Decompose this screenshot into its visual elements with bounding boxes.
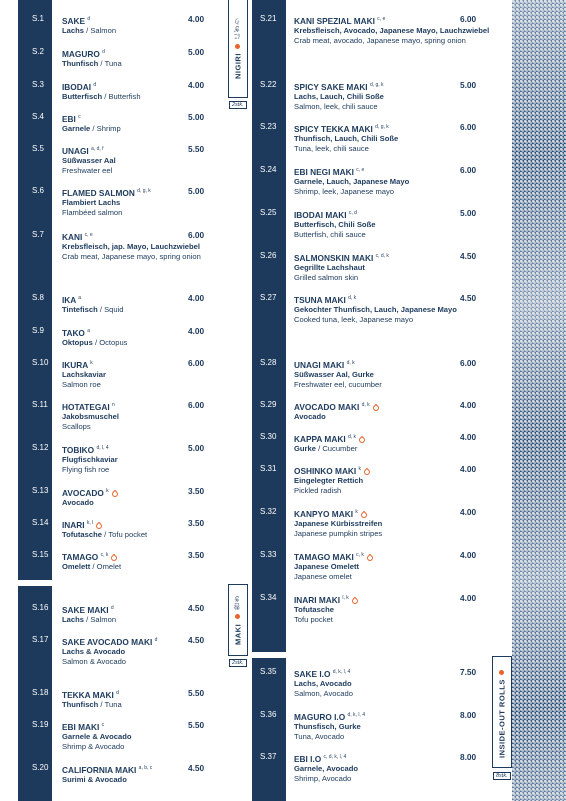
- item-price: 3.50: [188, 486, 205, 496]
- allergen-codes: d, l, 4: [96, 445, 109, 451]
- item-price: 6.00: [460, 165, 477, 175]
- german-description: Thunsfisch, Gurke: [294, 722, 361, 732]
- english-description: Salmon: [90, 615, 117, 625]
- item-name-text: EBI I.O: [294, 753, 322, 764]
- item-number: S.4: [32, 112, 45, 121]
- item-name-text: KANI: [62, 231, 83, 242]
- allergen-codes: c, e: [356, 167, 365, 173]
- german-description: Tofutasche: [62, 530, 102, 540]
- german-description: Flugfischkaviar: [62, 455, 118, 465]
- item-name-text: TAMAGO: [62, 551, 99, 562]
- item-name-text: SAKE I.O: [294, 668, 331, 679]
- english-description: Tuna, Avocado: [294, 732, 345, 742]
- item-price: 5.00: [188, 47, 205, 57]
- english-description: Salmon roe: [62, 380, 101, 390]
- item-description: Tintefisch / Squid: [62, 305, 124, 315]
- allergen-codes: k: [90, 360, 93, 366]
- allergen-codes: d: [154, 637, 158, 643]
- item-number: S.16: [32, 603, 49, 612]
- item-price: 8.00: [460, 710, 477, 720]
- item-number: S.34: [260, 593, 277, 602]
- item-name-text: SPICY SAKE MAKI: [294, 81, 368, 92]
- item-price: 6.00: [188, 400, 205, 410]
- item-number: S.37: [260, 752, 277, 761]
- allergen-codes: k: [355, 509, 358, 515]
- item-description: Lachs / Salmon: [62, 26, 117, 36]
- menu-item: [32, 47, 212, 69]
- item-price: 5.00: [188, 112, 205, 122]
- item-name-text: INARI MAKI: [294, 594, 341, 605]
- item-price: 8.00: [460, 752, 477, 762]
- item-number: S.3: [32, 80, 45, 89]
- item-name-text: IKURA: [62, 359, 88, 370]
- allergen-codes: d, k: [346, 360, 355, 366]
- item-price: 4.00: [460, 593, 477, 603]
- item-price: 6.00: [460, 122, 477, 132]
- item-number: S.28: [260, 358, 277, 367]
- allergen-codes: c, k: [100, 552, 109, 558]
- item-name-text: IBODAI MAKI: [294, 209, 347, 220]
- item-name-text: KANPYO MAKI: [294, 508, 354, 519]
- item-name-text: UNAGI: [62, 145, 89, 156]
- item-name-text: INARI: [62, 519, 85, 530]
- item-price: 6.00: [460, 14, 477, 24]
- german-description: Japanese Omelett: [294, 562, 359, 572]
- english-description: Tuna, leek, chili sauce: [294, 144, 369, 154]
- item-price: 5.00: [188, 443, 205, 453]
- item-number: S.10: [32, 358, 49, 367]
- allergen-codes: d, g, k: [375, 124, 389, 130]
- nigiri-unit-label: 2stk.: [229, 101, 247, 109]
- german-description: Krebsfleisch, jap. Mayo, Lauchzwiebel: [62, 242, 200, 252]
- vegetarian-leaf-icon: [110, 553, 118, 561]
- item-number: S.33: [260, 550, 277, 559]
- decorative-pattern-strip: [512, 0, 566, 801]
- item-price: 5.50: [188, 144, 205, 154]
- item-name-text: TSUNA MAKI: [294, 294, 346, 305]
- item-number: S.5: [32, 144, 45, 153]
- allergen-codes: d, k, l, 4: [347, 712, 365, 718]
- menu-item: [32, 186, 212, 218]
- menu-item: [260, 464, 494, 496]
- german-description: Lachs, Avocado: [294, 679, 352, 689]
- menu-item: [260, 165, 494, 197]
- menu-item: [32, 14, 212, 36]
- menu-item: [32, 635, 212, 667]
- vegetarian-leaf-icon: [110, 489, 118, 497]
- menu-item: [32, 443, 212, 475]
- german-description: Japanese Kürbisstreifen: [294, 519, 383, 529]
- german-description: Lachs, Lauch, Chili Soße: [294, 92, 384, 102]
- english-description: Salmon, leek, chili sauce: [294, 102, 378, 112]
- item-number: S.9: [32, 326, 45, 335]
- menu-item: [32, 486, 212, 508]
- german-description: Surimi & Avocado: [62, 775, 127, 785]
- german-description: Tintefisch: [62, 305, 98, 315]
- english-description: Crab meat, avocado, Japanese mayo, spring onion: [294, 36, 466, 46]
- english-description: Japanese pumpkin stripes: [294, 529, 383, 539]
- menu-item: [32, 144, 212, 176]
- item-number: S.25: [260, 208, 277, 217]
- item-number: S.35: [260, 667, 277, 676]
- accent-dot-icon: [236, 614, 241, 619]
- item-number: S.22: [260, 80, 277, 89]
- item-number: S.23: [260, 122, 277, 131]
- english-description: Cooked tuna, leek, Japanese mayo: [294, 315, 414, 325]
- allergen-codes: c, e: [377, 16, 386, 22]
- german-description: Lachskaviar: [62, 370, 106, 380]
- maki-section-break: [18, 580, 252, 586]
- allergen-codes: d: [116, 690, 119, 696]
- item-price: 5.00: [460, 80, 477, 90]
- item-name-text: TEKKA MAKI: [62, 689, 114, 700]
- menu-item: [32, 763, 212, 785]
- allergen-codes: d, k: [348, 295, 357, 301]
- item-number: S.27: [260, 293, 277, 302]
- menu-item: [32, 720, 212, 752]
- english-description: Shrimp, leek, Japanese mayo: [294, 187, 395, 197]
- maki-tab-label: MAKI: [233, 623, 243, 645]
- menu-item: [32, 550, 212, 572]
- english-description: Flying fish roe: [62, 465, 110, 475]
- german-description: Gurke: [294, 444, 316, 454]
- item-number: S.17: [32, 635, 49, 644]
- item-number: S.26: [260, 251, 277, 260]
- allergen-codes: c: [101, 722, 105, 728]
- german-description: Gekochter Thunfisch, Lauch, Japanese Mayo: [294, 305, 457, 315]
- menu-item: [32, 518, 212, 540]
- menu-item: [260, 550, 494, 582]
- item-price: 3.50: [188, 550, 205, 560]
- german-description: Avocado: [294, 412, 326, 422]
- menu-item: [32, 293, 212, 315]
- item-price: 4.00: [460, 550, 477, 560]
- item-price: 6.00: [188, 230, 205, 240]
- item-price: 4.50: [188, 635, 205, 645]
- allergen-codes: c, e: [84, 232, 93, 238]
- allergen-codes: d, k: [361, 402, 370, 408]
- item-number: S.30: [260, 432, 277, 441]
- english-description: Butterfish: [108, 92, 141, 102]
- vegetarian-leaf-icon: [363, 467, 371, 475]
- german-description: Süßwasser Aal: [62, 156, 116, 166]
- german-description: Oktopus: [62, 338, 93, 348]
- menu-item: [32, 688, 212, 710]
- item-description: Omelett / Omelet: [62, 562, 122, 572]
- item-name-text: AVOCADO: [62, 487, 104, 498]
- allergen-codes: d, g, k: [137, 188, 151, 194]
- maki-section-tab: [228, 584, 248, 656]
- item-number: S.31: [260, 464, 277, 473]
- menu-item: [32, 400, 212, 432]
- allergen-codes: d, g, k: [369, 82, 384, 88]
- english-description: Tofu pocket: [108, 530, 148, 540]
- item-price: 3.50: [188, 518, 205, 528]
- vegetarian-leaf-icon: [351, 596, 359, 604]
- allergen-codes: d: [110, 605, 114, 611]
- menu-item: [260, 358, 494, 390]
- menu-item: [260, 208, 494, 240]
- german-description: Butterfisch: [62, 92, 103, 102]
- german-description: Flambiert Lachs: [62, 198, 121, 208]
- english-description: Salmon: [90, 26, 117, 36]
- item-price: 5.50: [188, 720, 205, 730]
- item-number: S.14: [32, 518, 49, 527]
- insideout-section-tab: [492, 656, 512, 768]
- vegetarian-leaf-icon: [358, 435, 366, 443]
- german-description: Lachs: [62, 26, 84, 36]
- allergen-codes: c, d, k, l, 4: [323, 754, 347, 760]
- item-price: 4.50: [188, 603, 205, 613]
- accent-dot-icon: [500, 670, 505, 675]
- item-number: S.2: [32, 47, 45, 56]
- english-description: Cucumber: [322, 444, 358, 454]
- english-description: Shrimp: [96, 124, 121, 134]
- nigiri-tab-label: NIGIRI: [233, 53, 243, 80]
- item-name-text: CALIFORNIA MAKI: [62, 764, 137, 775]
- item-name-text: FLAMED SALMON: [62, 187, 135, 198]
- allergen-codes: a, d, f: [91, 146, 104, 152]
- menu-item: [32, 326, 212, 348]
- menu-item: [260, 80, 494, 112]
- vegetarian-leaf-icon: [360, 510, 368, 518]
- item-description: Garnele / Shrimp: [62, 124, 121, 134]
- item-description: Butterfisch / Butterfish: [62, 92, 141, 102]
- english-description: Octopus: [99, 338, 128, 348]
- item-name-text: OSHINKO MAKI: [294, 465, 357, 476]
- nigiri-section-tab: [228, 0, 248, 98]
- allergen-codes: c, d, k: [375, 253, 389, 259]
- menu-item: [260, 122, 494, 154]
- english-description: Shrimp & Avocado: [62, 742, 125, 752]
- insideout-tab-label: INSIDE-OUT ROLLS: [497, 679, 507, 758]
- item-name-text: EBI: [62, 113, 76, 124]
- allergen-codes: c: [78, 114, 81, 120]
- english-description: Flambéed salmon: [62, 208, 123, 218]
- english-description: Salmon & Avocado: [62, 657, 127, 667]
- item-name-text: KAPPA MAKI: [294, 433, 346, 444]
- english-description: Salmon, Avocado: [294, 689, 353, 699]
- accent-dot-icon: [236, 44, 241, 49]
- allergen-codes: d: [102, 49, 105, 55]
- german-description: Thunfisch: [62, 700, 99, 710]
- item-price: 4.00: [460, 507, 477, 517]
- item-price: 4.00: [188, 14, 205, 24]
- english-description: Tuna: [104, 59, 122, 69]
- allergen-codes: k: [358, 466, 362, 472]
- item-name-text: SAKE AVOCADO MAKI: [62, 636, 153, 647]
- item-name-text: KANI SPEZIAL MAKI: [294, 15, 375, 26]
- allergen-codes: a: [78, 295, 82, 301]
- german-description: Thunfisch: [62, 59, 99, 69]
- german-description: Garnele, Lauch, Japanese Mayo: [294, 177, 410, 187]
- item-price: 5.00: [188, 186, 205, 196]
- item-name-text: EBI MAKI: [62, 721, 100, 732]
- item-description: Tofutasche / Tofu pocket: [62, 530, 148, 540]
- item-name-text: IBODAI: [62, 81, 92, 92]
- menu-item: [260, 293, 494, 325]
- item-name-text: SAKE: [62, 15, 86, 26]
- menu-item: [260, 507, 494, 539]
- english-description: Crab meat, Japanese mayo, spring onion: [62, 252, 201, 262]
- german-description: Garnele & Avocado: [62, 732, 132, 742]
- item-number: S.36: [260, 710, 277, 719]
- maki-tab-japanese: 巻き: [234, 595, 241, 611]
- allergen-codes: c, k: [356, 552, 364, 558]
- menu-item: [260, 752, 494, 784]
- allergen-codes: a: [87, 328, 90, 334]
- german-description: Gegrillte Lachshaut: [294, 263, 365, 273]
- item-price: 4.00: [188, 326, 205, 336]
- item-number: S.32: [260, 507, 277, 516]
- german-description: Omelett: [62, 562, 91, 572]
- menu-item: [260, 710, 494, 742]
- menu-item: [32, 230, 212, 262]
- menu-item: [32, 80, 212, 102]
- menu-item: [32, 358, 212, 390]
- item-name-text: SALMONSKIN MAKI: [294, 252, 374, 263]
- english-description: Pickled radish: [294, 486, 342, 496]
- item-name-text: TAKO: [62, 327, 85, 338]
- german-description: Jakobsmuschel: [62, 412, 119, 422]
- item-price: 4.50: [460, 251, 477, 261]
- english-description: Grilled salmon skin: [294, 273, 359, 283]
- item-number: S.19: [32, 720, 49, 729]
- item-description: Oktopus / Octopus: [62, 338, 128, 348]
- item-number: S.21: [260, 14, 277, 23]
- item-number: S.15: [32, 550, 49, 559]
- english-description: Freshwater eel, cucumber: [294, 380, 382, 390]
- item-price: 5.00: [460, 208, 477, 218]
- item-number: S.8: [32, 293, 45, 302]
- english-description: Scallops: [62, 422, 91, 432]
- item-price: 5.50: [188, 688, 205, 698]
- item-name-text: TOBIKO: [62, 444, 95, 455]
- item-price: 6.00: [460, 358, 477, 368]
- english-description: Squid: [104, 305, 124, 315]
- german-description: Süßwasser Aal, Gurke: [294, 370, 374, 380]
- item-price: 4.00: [460, 400, 477, 410]
- menu-item: [260, 251, 494, 283]
- allergen-codes: d, k, l, 4: [332, 669, 351, 675]
- german-description: Thunfisch, Lauch, Chili Soße: [294, 134, 399, 144]
- german-description: Butterfisch, Chili Soße: [294, 220, 376, 230]
- item-price: 4.50: [188, 763, 205, 773]
- vegetarian-leaf-icon: [95, 521, 103, 529]
- item-description: Thunfisch / Tuna: [62, 700, 122, 710]
- vegetarian-leaf-icon: [366, 553, 374, 561]
- menu-item: [260, 400, 494, 422]
- item-price: 4.50: [460, 293, 477, 303]
- item-name-text: SAKE MAKI: [62, 604, 109, 615]
- item-name-text: HOTATEGAI: [62, 401, 110, 412]
- item-name-text: IKA: [62, 294, 76, 305]
- english-description: Tuna: [104, 700, 122, 710]
- menu-item: [32, 603, 212, 625]
- item-number: S.1: [32, 14, 45, 23]
- allergen-codes: d: [87, 16, 91, 22]
- allergen-codes: k: [106, 488, 109, 494]
- menu-item: [260, 593, 494, 625]
- german-description: Tofutasche: [294, 605, 334, 615]
- item-price: 4.00: [188, 80, 205, 90]
- menu-item: [260, 14, 494, 46]
- item-name-text: EBI NEGI MAKI: [294, 166, 354, 177]
- allergen-codes: d: [93, 82, 97, 88]
- item-number: S.13: [32, 486, 49, 495]
- menu-item: [260, 667, 494, 699]
- item-number: S.20: [32, 763, 49, 772]
- item-number: S.29: [260, 400, 277, 409]
- english-description: Omelet: [96, 562, 122, 572]
- german-description: Garnele, Avocado: [294, 764, 359, 774]
- allergen-codes: n: [111, 402, 115, 408]
- maki-unit-label: 2stk.: [229, 659, 247, 667]
- english-description: Butterfish, chili sauce: [294, 230, 366, 240]
- vegetarian-leaf-icon: [371, 403, 379, 411]
- allergen-codes: a, b, c: [138, 765, 153, 771]
- item-price: 7.50: [460, 667, 477, 677]
- item-description: Thunfisch / Tuna: [62, 59, 122, 69]
- item-name-text: UNAGI MAKI: [294, 359, 345, 370]
- item-number: S.12: [32, 443, 49, 452]
- german-description: Garnele: [62, 124, 91, 134]
- insideout-section-break: [252, 652, 486, 658]
- german-description: Eingelegter Rettich: [294, 476, 364, 486]
- item-price: 4.00: [188, 293, 205, 303]
- item-price: 4.00: [460, 464, 477, 474]
- item-number: S.18: [32, 688, 49, 697]
- item-number: S.11: [32, 400, 48, 409]
- item-number: S.6: [32, 186, 45, 195]
- menu-item: [260, 432, 494, 454]
- item-number: S.24: [260, 165, 277, 174]
- english-description: Shrimp, Avocado: [294, 774, 352, 784]
- german-description: Krebsfleisch, Avocado, Japanese Mayo, Lauchzwiebel: [294, 26, 490, 36]
- item-price: 6.00: [188, 358, 205, 368]
- item-name-text: TAMAGO MAKI: [294, 551, 354, 562]
- item-name-text: MAGURO I.O: [294, 711, 346, 722]
- item-name-text: SPICY TEKKA MAKI: [294, 123, 373, 134]
- english-description: Tofu pocket: [294, 615, 333, 625]
- english-description: Freshwater eel: [62, 166, 113, 176]
- nigiri-tab-japanese: にぎり: [234, 17, 241, 41]
- item-number: S.7: [32, 230, 45, 239]
- item-name-text: AVOCADO MAKI: [294, 401, 360, 412]
- item-description: Gurke / Cucumber: [294, 444, 358, 454]
- item-name-text: MAGURO: [62, 48, 100, 59]
- allergen-codes: l, k: [342, 595, 349, 601]
- menu-item: [32, 112, 212, 134]
- allergen-codes: c, d: [348, 210, 357, 216]
- german-description: Lachs: [62, 615, 84, 625]
- allergen-codes: k, l: [86, 520, 94, 526]
- insideout-unit-label: 8stk.: [493, 772, 511, 780]
- english-description: Japanese omelet: [294, 572, 352, 582]
- german-description: Avocado: [62, 498, 94, 508]
- item-price: 4.00: [460, 432, 477, 442]
- item-description: Lachs / Salmon: [62, 615, 117, 625]
- allergen-codes: d, k: [347, 434, 356, 440]
- german-description: Lachs & Avocado: [62, 647, 126, 657]
